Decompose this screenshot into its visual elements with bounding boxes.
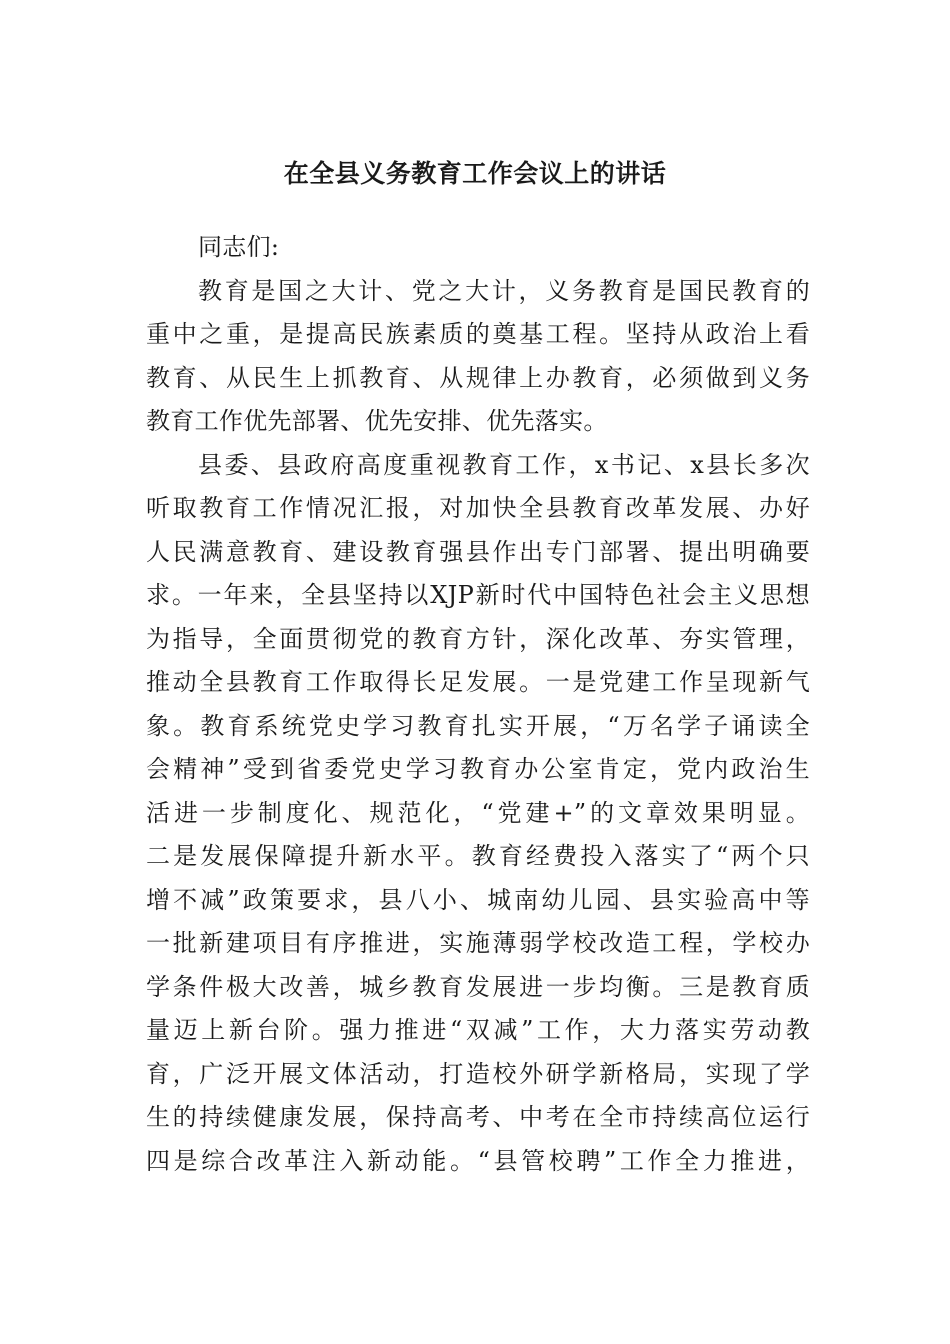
document-body (146, 226, 810, 1183)
text-line: 重中之重，是提高民族素质的奠基工程。坚持从政治上看 (146, 320, 810, 348)
text-line: 生的持续健康发展，保持高考、中考在全市持续高位运行 (146, 1103, 810, 1131)
text-line: 推动全县教育工作取得长足发展。一是党建工作呈现新气 (146, 668, 810, 696)
text-line: 增不减”政策要求，县八小、城南幼儿园、县实验高中等 (146, 885, 810, 914)
text-line: 二是发展保障提升新水平。教育经费投入落实了“两个只 (146, 842, 810, 870)
text-line: 活进一步制度化、规范化，“党建+”的文章效果明显。 (146, 798, 810, 827)
text-line: 象。教育系统党史学习教育扎实开展，“万名学子诵读全 (146, 711, 810, 740)
document-title: 在全县义务教育工作会议上的讲话 (283, 159, 667, 188)
text-line: 量迈上新台阶。强力推进“双减”工作，大力落实劳动教 (146, 1016, 810, 1044)
text-line: 四是综合改革注入新动能。“县管校聘”工作全力推进， (146, 1146, 810, 1175)
text-line: 学条件极大改善，城乡教育发展进一步均衡。三是教育质 (146, 972, 810, 1001)
text-line: 一批新建项目有序推进，实施薄弱学校改造工程，学校办 (146, 929, 810, 957)
text-line: 为指导，全面贯彻党的教育方针，深化改革、夯实管理， (146, 624, 810, 653)
text-line: 听取教育工作情况汇报，对加快全县教育改革发展、办好 (146, 494, 810, 522)
text-line: 会精神”受到省委党史学习教育办公室肯定，党内政治生 (146, 755, 810, 783)
text-line: 求。一年来，全县坚持以XJP新时代中国特色社会主义思想 (146, 581, 810, 609)
text-line: 人民满意教育、建设教育强县作出专门部署、提出明确要 (146, 537, 810, 566)
text-line: 同志们: (198, 233, 280, 261)
text-line: 县委、县政府高度重视教育工作，x书记、x县长多次 (198, 450, 810, 479)
text-line: 育，广泛开展文体活动，打造校外研学新格局，实现了学 (146, 1059, 810, 1088)
text-line: 教育是国之大计、党之大计，义务教育是国民教育的 (198, 276, 810, 305)
text-line: 教育工作优先部署、优先安排、优先落实。 (146, 407, 608, 435)
text-line: 教育、从民生上抓教育、从规律上办教育，必须做到义务 (146, 363, 810, 392)
